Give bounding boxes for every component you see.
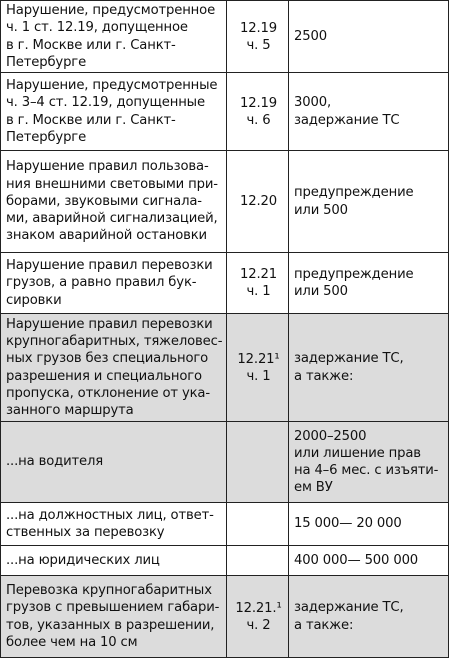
table-row	[1, 546, 449, 576]
violation-description: ...на юридических лиц	[1, 546, 227, 576]
violation-description: Перевозка крупногабаритных грузов с превышением габари- тов, указанных в разрешении, более чем на 10 см	[1, 576, 227, 658]
violation-description: Нарушение правил перевозки грузов, а равно правил бук- сировки	[1, 253, 227, 314]
table-row	[1, 151, 449, 253]
penalty: предупреждение или 500	[289, 151, 449, 253]
article-reference: 12.21.¹ ч. 2	[227, 576, 289, 658]
article-reference	[227, 503, 289, 546]
violation-description: ...на водителя	[1, 422, 227, 503]
table-row	[1, 503, 449, 546]
penalty: 15 000— 20 000	[289, 503, 449, 546]
penalty: 2000–2500 или лишение прав на 4–6 мес. с изъяти- ем ВУ	[289, 422, 449, 503]
violation-description: Нарушение правил перевозки крупногабаритных, тяжеловес- ных грузов без специального разрешения и специального пропуска, отклонение от ука- занного маршрута	[1, 314, 227, 422]
article-reference: 12.19 ч. 5	[227, 1, 289, 73]
table-row	[1, 253, 449, 314]
table-row	[1, 314, 449, 422]
penalty: задержание ТС, а также:	[289, 576, 449, 658]
article-reference	[227, 546, 289, 576]
table-row	[1, 422, 449, 503]
penalty: задержание ТС, а также:	[289, 314, 449, 422]
table-row	[1, 73, 449, 151]
penalty: 2500	[289, 1, 449, 73]
violation-description: Нарушение, предусмотренное ч. 1 ст. 12.19, допущенное в г. Москве или г. Санкт- Петербурге	[1, 1, 227, 73]
violation-description: ...на должностных лиц, ответ- ственных за перевозку	[1, 503, 227, 546]
penalty: 3000, задержание ТС	[289, 73, 449, 151]
article-reference: 12.20	[227, 151, 289, 253]
article-reference	[227, 422, 289, 503]
violation-description: Нарушение, предусмотренные ч. 3–4 ст. 12.19, допущенные в г. Москве или г. Санкт- Петербурге	[1, 73, 227, 151]
article-reference: 12.21¹ ч. 1	[227, 314, 289, 422]
table-row	[1, 1, 449, 73]
violation-description: Нарушение правил пользова- ния внешними световыми при- борами, звуковыми сигнала- ми, аварийной сигнализацией, знаком аварийной остановки	[1, 151, 227, 253]
penalty: 400 000— 500 000	[289, 546, 449, 576]
article-reference: 12.19 ч. 6	[227, 73, 289, 151]
penalty: предупреждение или 500	[289, 253, 449, 314]
table-row	[1, 576, 449, 658]
article-reference: 12.21 ч. 1	[227, 253, 289, 314]
